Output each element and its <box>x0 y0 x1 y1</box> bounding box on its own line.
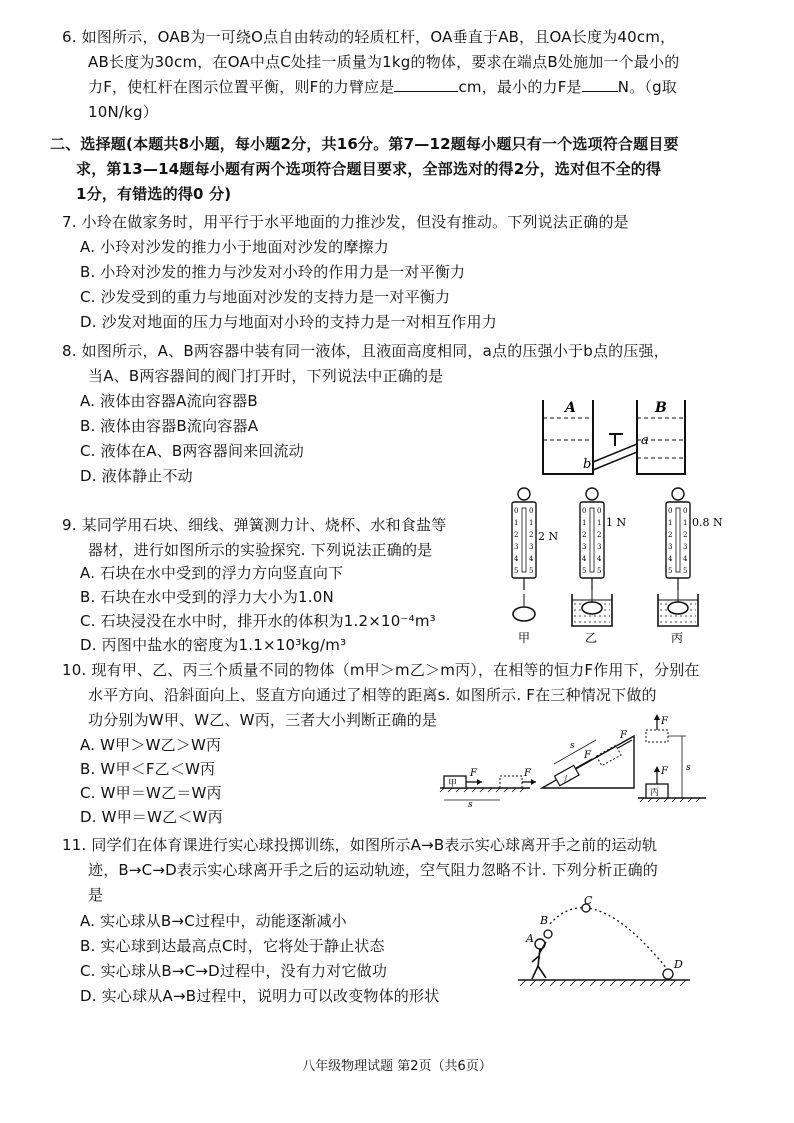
q7-option-c[interactable]: C. 沙发受到的重力与地面对沙发的支持力是一对平衡力 <box>80 288 451 306</box>
scale-tick-right: 5 <box>529 567 534 575</box>
caption-yi: 乙 <box>585 631 598 645</box>
q6-line3 <box>88 76 677 98</box>
point-C-label: C <box>584 896 593 907</box>
scale-tick-right: 1 <box>597 519 602 527</box>
scale-tick-left: 4 <box>582 555 587 563</box>
q6-line3-part1: 力F，使杠杆在图示位置平衡，则F的力臂应是 <box>88 78 395 96</box>
scale-tick-left: 3 <box>582 543 587 551</box>
label-point-b: b <box>583 457 592 472</box>
q9-spring-scales-figure <box>496 486 736 646</box>
scale-tick-left: 0 <box>514 507 519 515</box>
section2-line2: 求，第13—14题每小题有两个选项符合题目要求，全部选对的得2分，选对但不全的得 <box>76 160 662 178</box>
force-label-1: F <box>470 768 477 779</box>
q11-stem-line1: 11. 同学们在体育课进行实心球投掷训练，如图所示A→B表示实心球离开手之前的运动轨 <box>62 836 658 854</box>
q7-option-a[interactable]: A. 小玲对沙发的推力小于地面对沙发的摩擦力 <box>80 238 389 256</box>
scale-tick-left: 2 <box>582 531 587 539</box>
q11-option-c[interactable]: C. 实心球从B→C→D过程中，没有力对它做功 <box>80 962 388 980</box>
q6-line1: 6. 如图所示，OAB为一可绕O点自由转动的轻质杠杆，OA垂直于AB，且OA长度为40cm， <box>62 28 676 46</box>
scale-tick-right: 1 <box>529 519 534 527</box>
scale-tick-right: 3 <box>597 543 602 551</box>
q11-option-d[interactable]: D. 实心球从A→B过程中，说明力可以改变物体的形状 <box>80 987 440 1005</box>
scale-tick-right: 0 <box>597 507 602 515</box>
spring-scale-ring <box>672 488 684 500</box>
q11-option-a[interactable]: A. 实心球从B→C过程中，动能逐渐减小 <box>80 912 347 930</box>
q8-containers-figure <box>535 396 695 482</box>
scale-tick-left: 1 <box>582 519 587 527</box>
scale-tick-left: 2 <box>668 531 673 539</box>
force-label-3: F <box>584 750 591 761</box>
scale-tick-left: 2 <box>514 531 519 539</box>
scale-tick-left: 3 <box>668 543 673 551</box>
q10-stem-line2: 水平方向、沿斜面向上、竖直方向通过了相等的距离s. 如图所示. F在三种情况下做的 <box>88 686 657 704</box>
scale-tick-right: 4 <box>597 555 602 563</box>
scale-tick-right: 1 <box>683 519 688 527</box>
distance-label-3: s <box>686 763 691 773</box>
scale-tick-left: 5 <box>514 567 519 575</box>
spring-scale-ring <box>586 488 598 500</box>
q8-option-a[interactable]: A. 液体由容器A流向容器B <box>80 392 258 410</box>
scale-tick-right: 3 <box>683 543 688 551</box>
scale-tick-left: 0 <box>582 507 587 515</box>
label-container-A: A <box>565 400 576 416</box>
q10-work-figure <box>438 712 708 808</box>
label-point-a: a <box>641 433 649 448</box>
caption-jia: 甲 <box>518 631 531 645</box>
scale-tick-right: 0 <box>683 507 688 515</box>
q8-option-b[interactable]: B. 液体由容器B流向容器A <box>80 417 259 435</box>
scale-tick-right: 2 <box>529 531 534 539</box>
box-yi-label: 乙 <box>561 773 573 786</box>
q6-line3-part3: N。（g取 <box>617 78 678 96</box>
point-B-label: B <box>540 914 549 927</box>
scale-tick-right: 2 <box>683 531 688 539</box>
force-label-4: F <box>620 730 627 741</box>
force-label-2: F <box>524 768 531 779</box>
q6-line3-part2: cm，最小的力F是 <box>458 78 582 96</box>
q8-stem-line1: 8. 如图所示，A、B两容器中装有同一液体，且液面高度相同，a点的压强小于b点的压强， <box>62 342 669 360</box>
scale-tick-left: 1 <box>668 519 673 527</box>
force-label-5: F <box>661 766 668 777</box>
q11-stem-line3: 是 <box>88 886 104 904</box>
q9-stem-line2: 器材，进行如图所示的实验探究. 下列说法正确的是 <box>88 541 433 559</box>
force-label-6: F <box>661 716 668 727</box>
section2-line1: 二、选择题(本题共8小题，每小题2分，共16分。第7—12题每小题只有一个选项符合题目要 <box>50 135 679 153</box>
answer-blank-force[interactable] <box>582 77 618 92</box>
q10-stem-line1: 10. 现有甲、乙、丙三个质量不同的物体（m甲＞m乙＞m丙），在相等的恒力F作用下，分别在 <box>62 661 700 679</box>
box-jia-label: 甲 <box>448 779 458 789</box>
reading-jia: 2 N <box>538 530 559 543</box>
scale-tick-left: 4 <box>668 555 673 563</box>
q11-option-b[interactable]: B. 实心球到达最高点C时，它将处于静止状态 <box>80 937 385 955</box>
q11-stem-line2: 迹，B→C→D表示实心球离开手之后的运动轨迹，空气阻力忽略不计. 下列分析正确的 <box>88 861 658 879</box>
page-footer: 八年级物理试题 第2页（共6页） <box>302 1059 492 1074</box>
q10-stem-line3: 功分别为W甲、W乙、W丙，三者大小判断正确的是 <box>88 711 438 729</box>
reading-yi: 1 N <box>606 516 627 529</box>
reading-bing: 0.8 N <box>692 516 723 529</box>
q9-option-c[interactable]: C. 石块浸没在水中时，排开水的体积为1.2×10⁻⁴m³ <box>80 612 436 630</box>
q11-trajectory-figure <box>514 896 694 988</box>
q7-stem: 7. 小玲在做家务时，用平行于水平地面的力推沙发，但没有推动。下列说法正确的是 <box>62 213 629 231</box>
q10-option-c[interactable]: C. W甲＝W乙＝W丙 <box>80 784 222 802</box>
scale-tick-right: 5 <box>683 567 688 575</box>
answer-blank-arm[interactable] <box>394 77 458 92</box>
q9-option-b[interactable]: B. 石块在水中受到的浮力大小为1.0N <box>80 588 334 606</box>
scale-tick-right: 0 <box>529 507 534 515</box>
q10-option-a[interactable]: A. W甲＞W乙＞W丙 <box>80 736 222 754</box>
q9-option-a[interactable]: A. 石块在水中受到的浮力方向竖直向下 <box>80 564 344 582</box>
distance-label-2: s <box>570 741 575 751</box>
scale-tick-left: 3 <box>514 543 519 551</box>
distance-label-1: s <box>468 800 473 808</box>
q10-option-d[interactable]: D. W甲＝W乙＜W丙 <box>80 808 223 826</box>
box-bing-label: 丙 <box>650 788 660 798</box>
scale-tick-left: 4 <box>514 555 519 563</box>
scale-tick-right: 3 <box>529 543 534 551</box>
q6-line2: AB长度为30cm，在OA中点C处挂一质量为1kg的物体，要求在端点B处施加一个最小的 <box>88 53 680 71</box>
q8-option-d[interactable]: D. 液体静止不动 <box>80 467 193 485</box>
scale-tick-right: 5 <box>597 567 602 575</box>
q8-option-c[interactable]: C. 液体在A、B两容器间来回流动 <box>80 442 304 460</box>
q9-stem-line1: 9. 某同学用石块、细线、弹簧测力计、烧杯、水和食盐等 <box>62 516 447 534</box>
spring-scale-ring <box>518 488 530 500</box>
section2-line3: 1分，有错选的得0 分) <box>76 185 232 203</box>
scale-tick-left: 5 <box>668 567 673 575</box>
q6-line4: 10N/kg） <box>88 103 158 121</box>
point-A-label: A <box>526 932 534 945</box>
point-D-label: D <box>674 958 683 971</box>
q8-stem-line2: 当A、B两容器间的阀门打开时，下列说法中正确的是 <box>88 367 444 385</box>
q10-option-b[interactable]: B. W甲＜F乙＜W丙 <box>80 760 216 778</box>
label-container-B: B <box>655 400 667 416</box>
q7-option-b[interactable]: B. 小玲对沙发的推力与沙发对小玲的作用力是一对平衡力 <box>80 263 466 281</box>
scale-tick-left: 5 <box>582 567 587 575</box>
scale-tick-right: 2 <box>597 531 602 539</box>
scale-tick-left: 0 <box>668 507 673 515</box>
caption-bing: 丙 <box>671 631 684 645</box>
q7-option-d[interactable]: D. 沙发对地面的压力与地面对小玲的支持力是一对相互作用力 <box>80 313 497 331</box>
scale-tick-right: 4 <box>529 555 534 563</box>
scale-tick-left: 1 <box>514 519 519 527</box>
q9-option-d[interactable]: D. 丙图中盐水的密度为1.1×10³kg/m³ <box>80 636 347 654</box>
scale-tick-right: 4 <box>683 555 688 563</box>
